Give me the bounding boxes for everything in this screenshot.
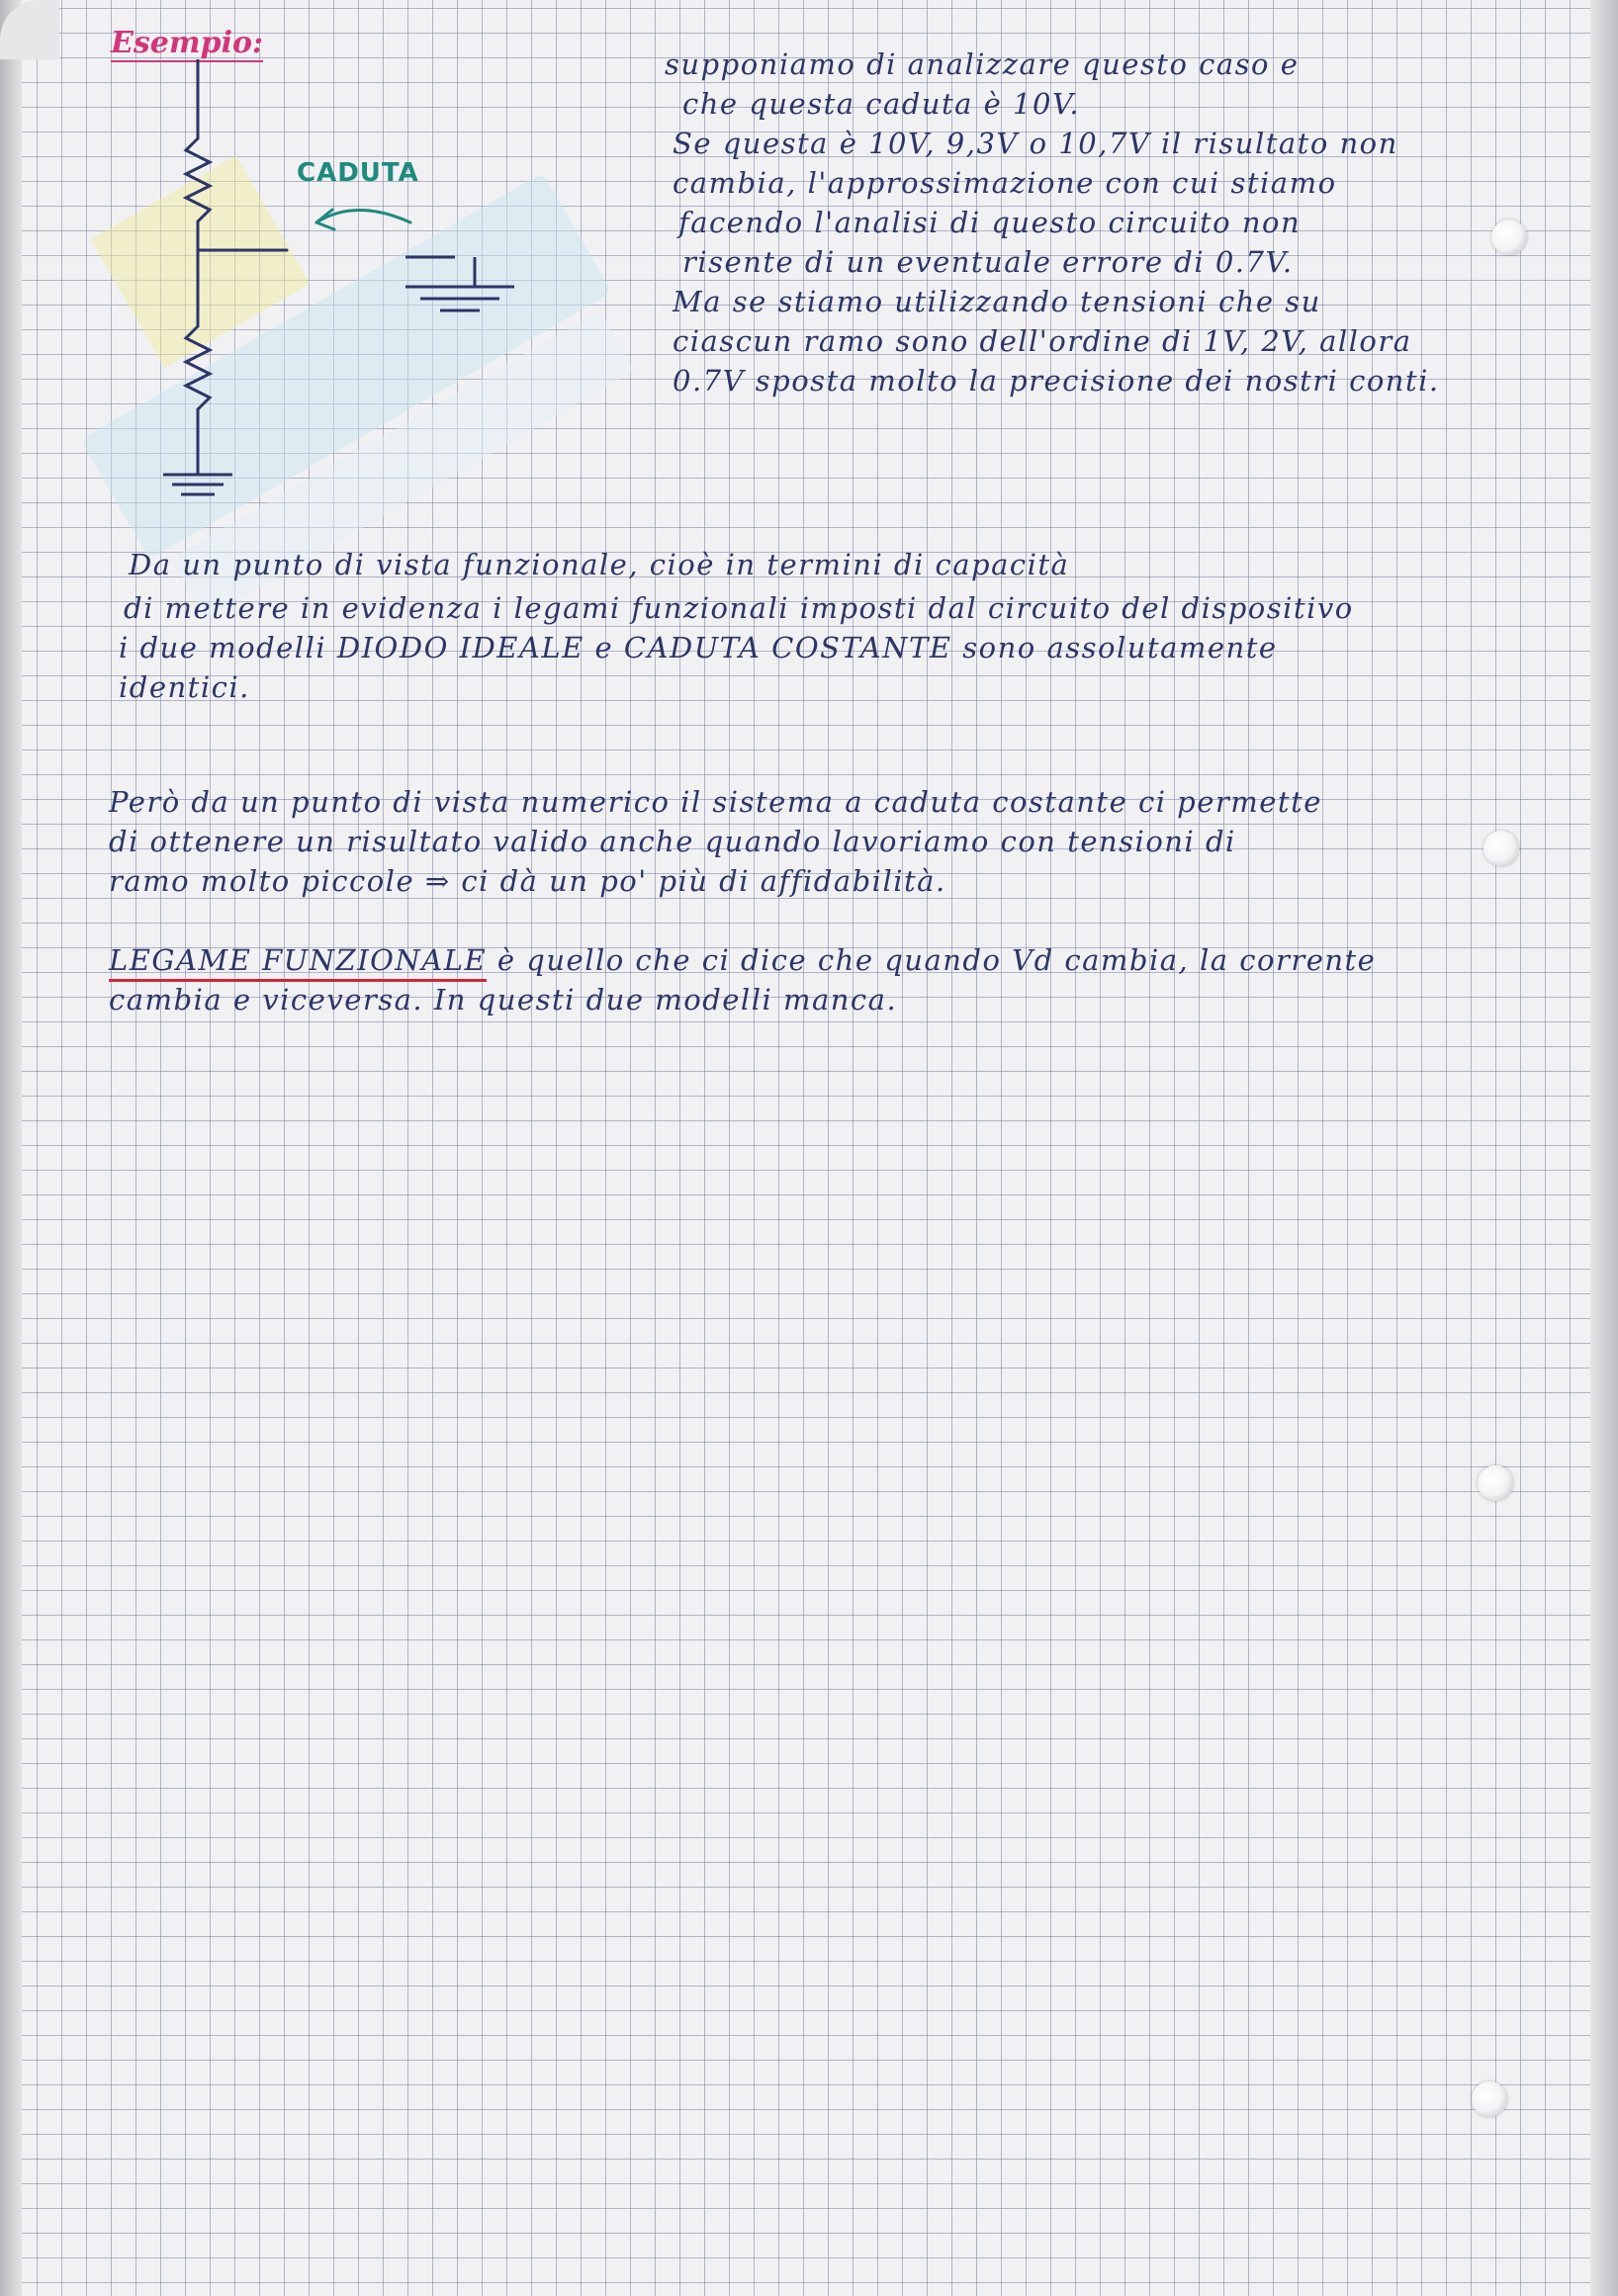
page-title: Esempio: <box>111 26 264 60</box>
text-line: ciascun ramo sono dell'ordine di 1V, 2V, allora <box>673 324 1412 358</box>
drop-arrow <box>316 210 410 229</box>
binder-hole <box>1483 831 1519 866</box>
text-line: cambia, l'approssimazione con cui stiamo <box>673 166 1337 200</box>
ground-symbol-bottom <box>163 475 232 494</box>
page-left-edge <box>0 0 22 2296</box>
text-line: i due modelli DIODO IDEALE e CADUTA COSTANTE sono assolutamente <box>119 631 1278 664</box>
text-span: è quello che ci dice che quando Vd cambia, la corrente <box>487 943 1377 977</box>
resistor-top-symbol <box>186 138 210 221</box>
text-line: Da un punto di vista funzionale, cioè in termini di capacità <box>129 548 1070 581</box>
text-line: di mettere in evidenza i legami funzionali imposti dal circuito del dispositivo <box>124 591 1354 625</box>
text-line: identici. <box>119 670 250 704</box>
text-line: risente di un eventuale errore di 0.7V. <box>682 245 1294 279</box>
text-line: Però da un punto di vista numerico il sistema a caduta costante ci permette <box>109 785 1322 819</box>
highlighted-term: LEGAME FUNZIONALE <box>109 943 487 982</box>
binder-hole <box>1478 1465 1513 1501</box>
circuit-diagram <box>148 59 564 514</box>
ground-symbol-right <box>405 257 514 310</box>
text-line: che questa caduta è 10V. <box>682 87 1081 121</box>
text-line: di ottenere un risultato valido anche quando lavoriamo con tensioni di <box>109 825 1236 858</box>
text-line: facendo l'analisi di questo circuito non <box>678 206 1302 239</box>
text-line: cambia e viceversa. In questi due modelli manca. <box>109 983 898 1016</box>
text-line: supponiamo di analizzare questo caso e <box>665 47 1300 81</box>
text-line: Se questa è 10V, 9,3V o 10,7V il risultato non <box>673 127 1398 160</box>
binder-hole <box>1472 2081 1507 2117</box>
text-line: 0.7V sposta molto la precisione dei nostri conti. <box>673 364 1440 397</box>
drop-label: CADUTA <box>297 158 419 188</box>
page-right-edge <box>1590 0 1618 2296</box>
resistor-bottom-symbol <box>186 326 210 409</box>
text-line <box>109 941 1376 979</box>
binder-hole <box>1491 220 1527 255</box>
text-line: Ma se stiamo utilizzando tensioni che su <box>673 285 1321 318</box>
text-line: ramo molto piccole ⇒ ci dà un po' più di affidabilità. <box>109 864 946 898</box>
